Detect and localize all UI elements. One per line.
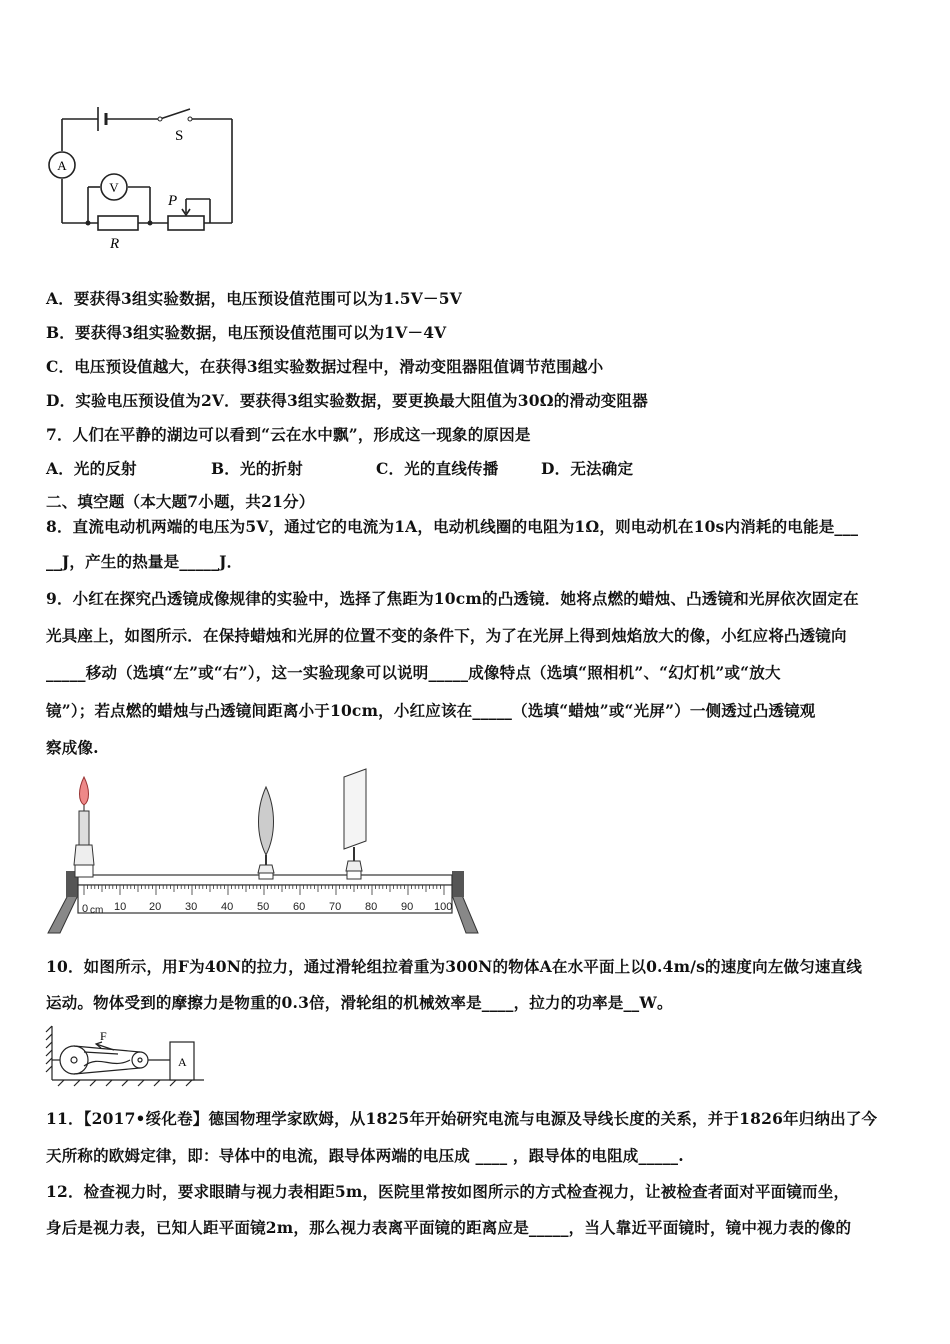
q7-stem: 7．人们在平静的湖边可以看到“云在水中飘”，形成这一现象的原因是	[46, 425, 531, 444]
q9-line-2: 光具座上，如图所示．在保持蜡烛和光屏的位置不变的条件下，为了在光屏上得到烛焰放大的像，小红应将凸透镜向	[46, 626, 847, 645]
q12-line-1: 12．检查视力时，要求眼睛与视力表相距5m，医院里常按如图所示的方式检查视力，让被检查者面对平面镜而坐，	[46, 1182, 850, 1201]
q7-option-a: A．光的反射	[46, 459, 137, 478]
section-heading: 二、填空题（本大题7小题，共21分）	[46, 492, 315, 511]
bench-unit: cm	[90, 905, 104, 916]
bench-tick-70: 70	[329, 901, 342, 913]
q6-option-b: B．要获得3组实验数据，电压预设值范围可以为1V－4V	[46, 323, 447, 342]
q7-options	[46, 457, 633, 479]
bench-tick-10: 10	[114, 901, 127, 913]
bench-tick-80: 80	[365, 901, 378, 913]
q9-line-5: 察成像.	[46, 738, 99, 757]
switch-label: S	[175, 128, 184, 144]
bench-tick-20: 20	[149, 901, 162, 913]
q9-line-4: 镜”）；若点燃的蜡烛与凸透镜间距离小于10cm，小红应该在_____（选填“蜡烛”或“光屏”）一侧透过凸透镜观	[46, 701, 816, 720]
q9-line-3: _____移动（选填“左”或“右”），这一实验现象可以说明_____成像特点（选填“照相机”、“幻灯机”或“放大	[46, 663, 781, 682]
q10-line-2: 运动。物体受到的摩擦力是物重的0.3倍，滑轮组的机械效率是____，拉力的功率是__W。	[46, 993, 673, 1012]
q9-line-1: 9．小红在探究凸透镜成像规律的实验中，选择了焦距为10cm的凸透镜．她将点燃的蜡烛、凸透镜和光屏依次固定在	[46, 589, 859, 608]
bench-tick-100: 100	[434, 901, 453, 913]
q11-line-1: 11．【2017•绥化卷】德国物理学家欧姆，从1825年开始研究电流与电源及导线长度的关系，并于1826年归纳出了今	[46, 1109, 878, 1128]
q12-line-2: 身后是视力表，已知人距平面镜2m，那么视力表离平面镜的距离应是_____，当人靠近平面镜时，镜中视力表的像的	[46, 1218, 852, 1237]
voltmeter-label: V	[109, 180, 119, 195]
pulley-figure	[44, 1024, 209, 1094]
q8-line-1: 8．直流电动机两端的电压为5V，通过它的电流为1A，电动机线圈的电阻为1Ω，则电动机在10s内消耗的电能是___	[46, 517, 859, 536]
q8-line-2: __J，产生的热量是_____J．	[46, 552, 243, 571]
ammeter-label: A	[57, 158, 67, 173]
resistor-label: R	[110, 236, 120, 252]
q11-line-2: 天所称的欧姆定律，即：导体中的电流，跟导体两端的电压成 ____ ，跟导体的电阻成_____.	[46, 1146, 684, 1165]
candle	[74, 777, 94, 877]
bench-tick-60: 60	[293, 901, 306, 913]
bench-tick-40: 40	[221, 901, 234, 913]
q7-option-d: D．无法确定	[541, 459, 634, 478]
slider-label: P	[168, 193, 178, 209]
bench-tick-30: 30	[185, 901, 198, 913]
bench-tick-90: 90	[401, 901, 414, 913]
force-label: F	[100, 1029, 107, 1043]
q6-option-c: C．电压预设值越大，在获得3组实验数据过程中，滑动变阻器阻值调节范围越小	[46, 357, 604, 376]
q10-line-1: 10．如图所示，用F为40N的拉力，通过滑轮组拉着重为300N的物体A在水平面上以0.4m/s的速度向左做匀速直线	[46, 957, 863, 976]
block-label: A	[178, 1055, 187, 1069]
q6-option-a: A．要获得3组实验数据，电压预设值范围可以为1.5V－5V	[46, 289, 462, 308]
optical-bench-figure	[44, 765, 484, 935]
bench-tick-50: 50	[257, 901, 270, 913]
circuit-diagram	[40, 95, 240, 255]
convex-lens	[258, 787, 274, 879]
q6-option-d: D．实验电压预设值为2V．要获得3组实验数据，要更换最大阻值为30Ω的滑动变阻器	[46, 391, 648, 410]
q7-option-b: B．光的折射	[211, 459, 303, 478]
light-screen	[344, 769, 366, 879]
q7-option-c: C．光的直线传播	[376, 459, 499, 478]
bench-tick-0: 0	[82, 903, 89, 915]
